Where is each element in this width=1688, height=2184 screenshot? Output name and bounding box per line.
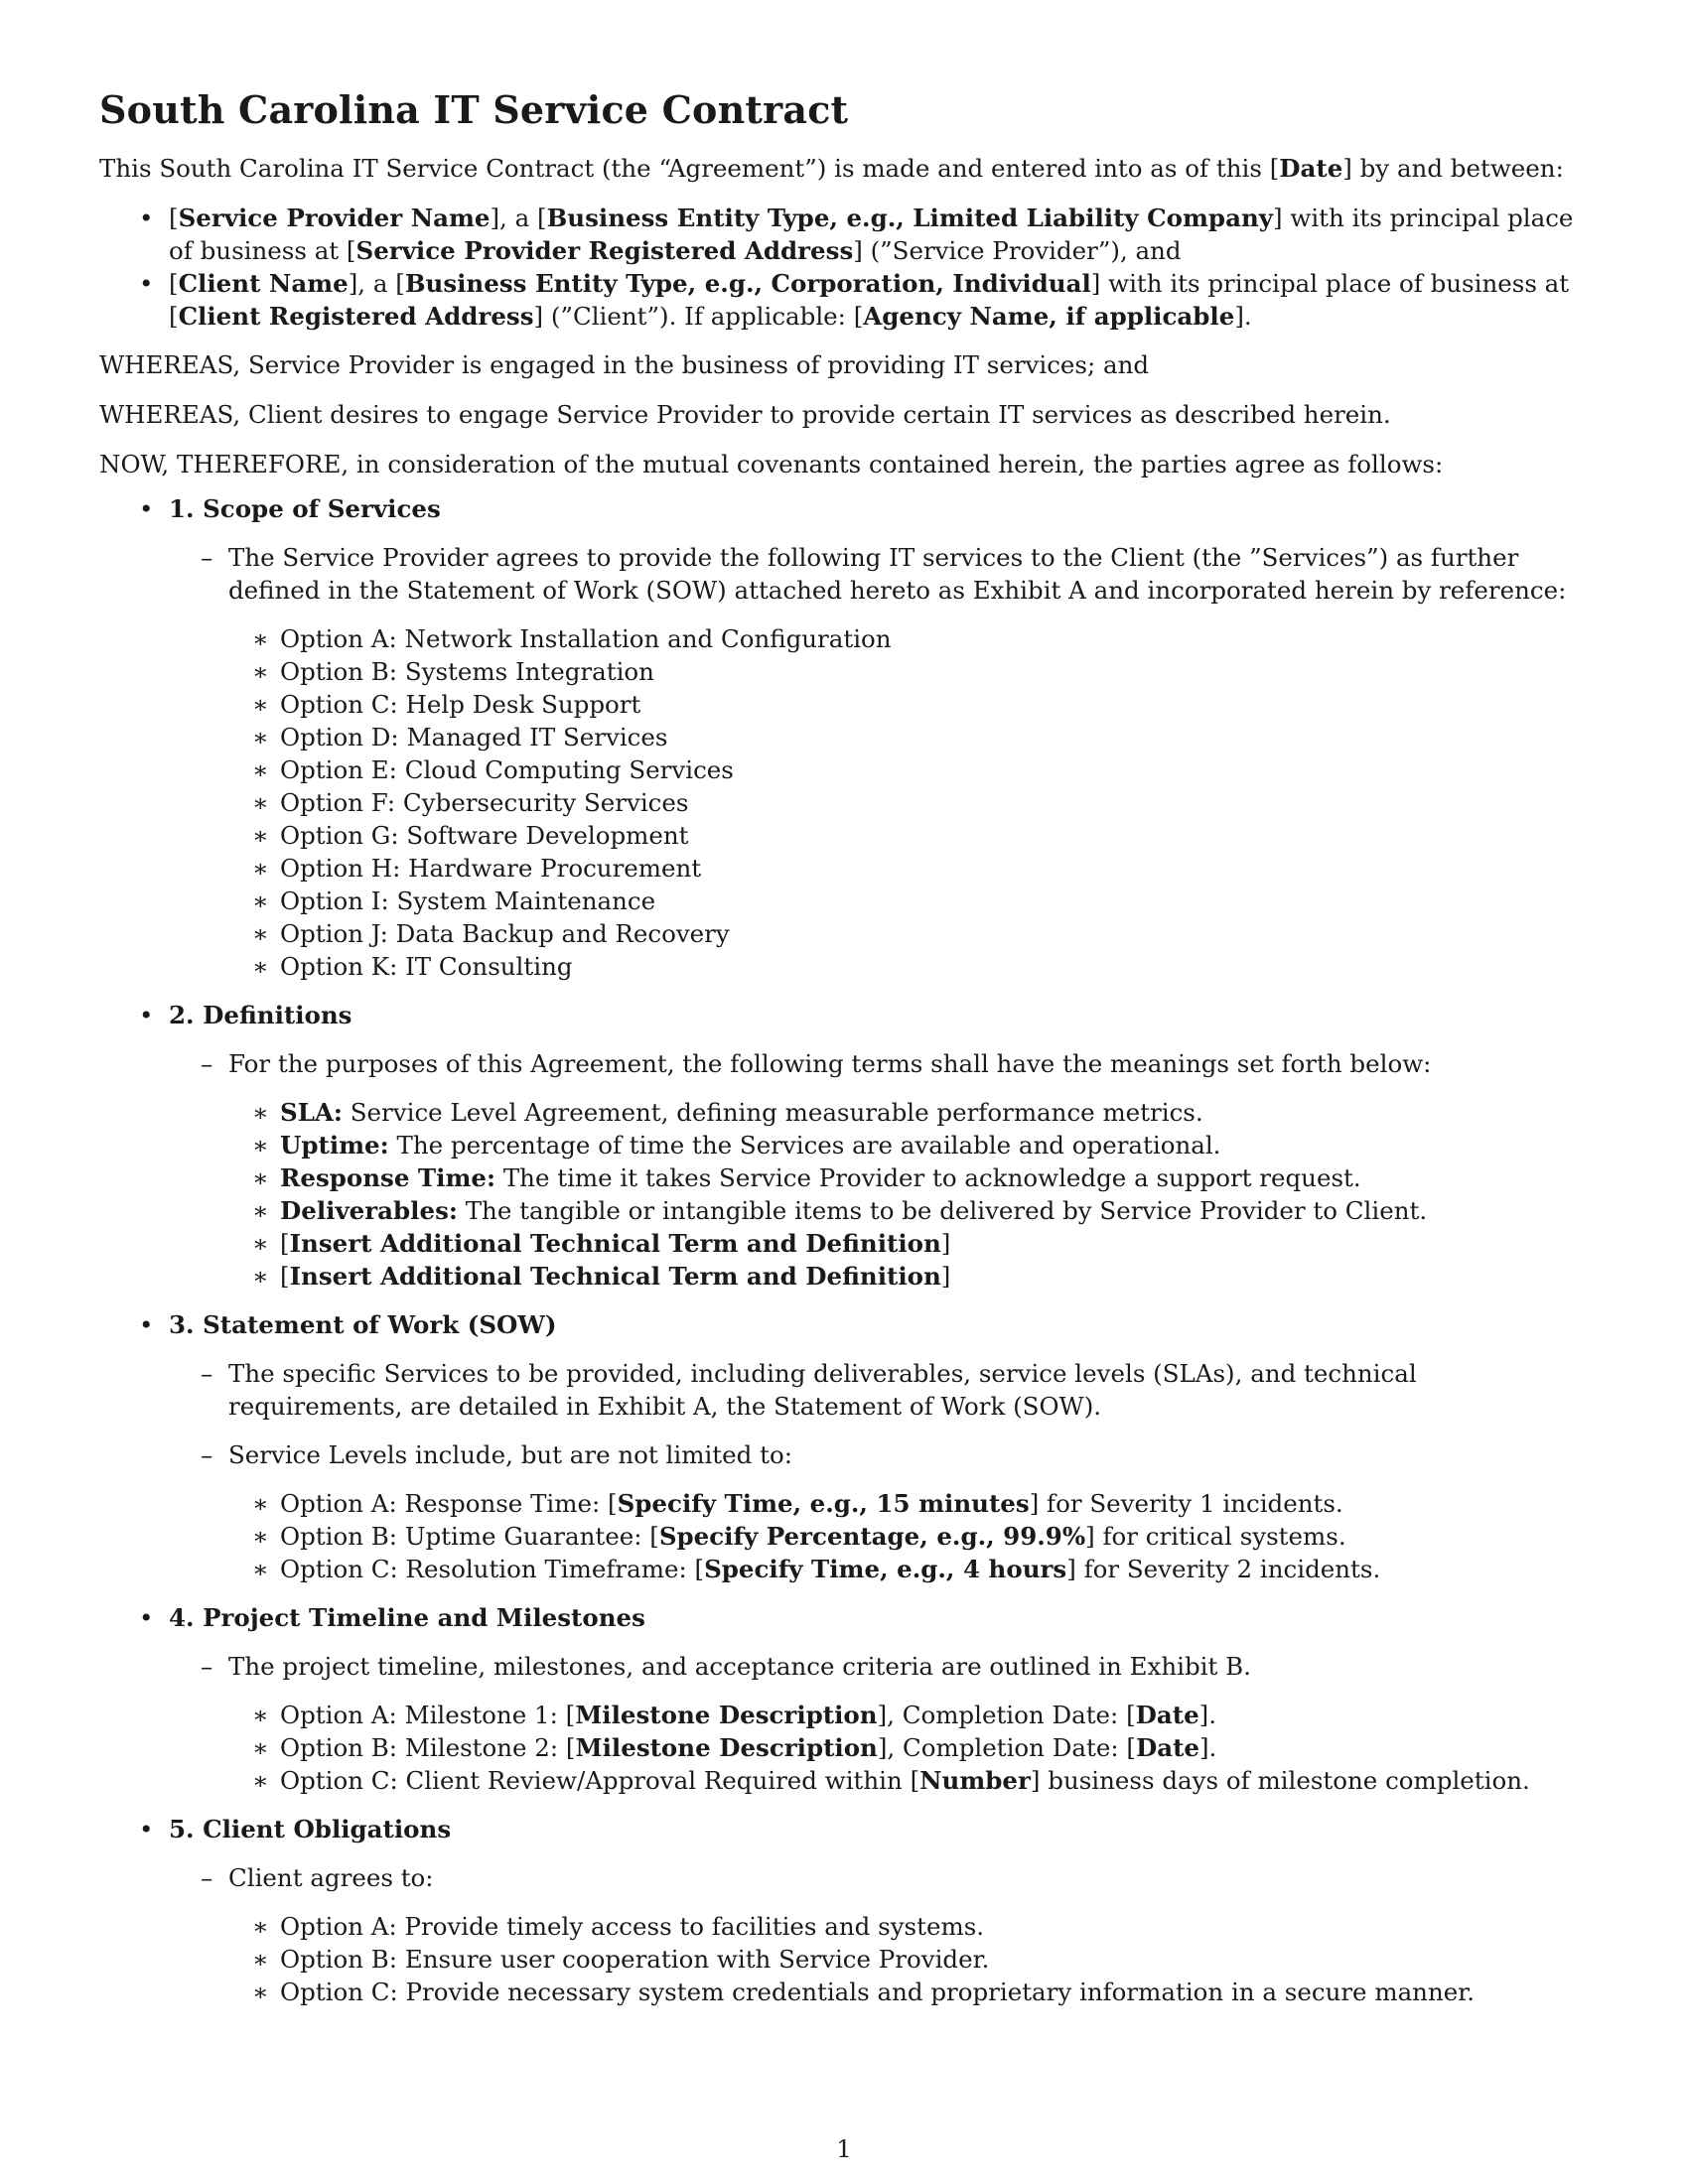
party-service-provider: • [Service Provider Name], a [Business Entity Type, e.g., Limited Liability Company] with its principal place of business at [Service Provider Registered Address] (”Service Provider”), and: [99, 202, 1589, 267]
list-item: ∗ Option B: Uptime Guarantee: [Specify Percentage, e.g., 99.9%] for critical systems.: [169, 1520, 1589, 1553]
whereas-2: WHEREAS, Client desires to engage Service Provider to provide certain IT services as described herein.: [99, 400, 1391, 429]
options-list: [169, 1699, 1589, 1797]
section-title: • 3. Statement of Work (SOW): [169, 1310, 557, 1339]
list-item: ∗ Option A: Milestone 1: [Milestone Description], Completion Date: [Date].: [169, 1699, 1589, 1731]
list-item: ∗ Option B: Ensure user cooperation with Service Provider.: [169, 1943, 1589, 1976]
section-client-obligations: [99, 1813, 1589, 2008]
list-item: ∗ Option B: Systems Integration: [169, 655, 1589, 688]
options-list: [169, 1910, 1589, 2008]
list-item: ∗ Option C: Provide necessary system credentials and proprietary information in a secure manner.: [169, 1976, 1589, 2008]
section-timeline: [99, 1601, 1589, 1797]
list-item: ∗ Option C: Client Review/Approval Required within [Number] business days of milestone completion.: [169, 1764, 1589, 1797]
definition-item: ∗ Uptime: The percentage of time the Services are available and operational.: [169, 1129, 1589, 1161]
list-item: ∗ Option B: Milestone 2: [Milestone Description], Completion Date: [Date].: [169, 1731, 1589, 1764]
list-item: ∗ Option C: Help Desk Support: [169, 688, 1589, 721]
section-subitem: – The specific Services to be provided, including deliverables, service levels (SLAs), and technical requirements, are detailed in Exhibit A, the Statement of Work (SOW).: [169, 1357, 1589, 1423]
list-item: ∗ Option A: Network Installation and Configuration: [169, 622, 1589, 655]
section-definitions: [99, 999, 1589, 1293]
options-list: [169, 1487, 1589, 1585]
list-item: ∗ Option C: Resolution Timeframe: [Specify Time, e.g., 4 hours] for Severity 2 incidents.: [169, 1553, 1589, 1585]
list-item: ∗ Option G: Software Development: [169, 819, 1589, 852]
definition-placeholder: ∗ [Insert Additional Technical Term and Definition]: [169, 1260, 1589, 1293]
section-title: • 4. Project Timeline and Milestones: [169, 1603, 645, 1632]
whereas-1: WHEREAS, Service Provider is engaged in the business of providing IT services; and: [99, 350, 1150, 379]
list-item: ∗ Option J: Data Backup and Recovery: [169, 917, 1589, 950]
section-scope: [99, 492, 1589, 983]
section-subitem: – The project timeline, milestones, and acceptance criteria are outlined in Exhibit B.: [169, 1650, 1589, 1683]
list-item: ∗ Option F: Cybersecurity Services: [169, 786, 1589, 819]
section-subitem: – The Service Provider agrees to provide the following IT services to the Client (the ”Services”) as further defined in the Statement of Work (SOW) attached hereto as Exhibit A and incorporated herein by reference:: [169, 541, 1589, 607]
section-subitem: – Client agrees to:: [169, 1861, 1589, 1894]
page-number: 1: [836, 2134, 852, 2163]
document-title: South Carolina IT Service Contract: [99, 87, 849, 132]
document-page: [99, 87, 1589, 2024]
section-title: • 2. Definitions: [169, 1001, 352, 1029]
section-sow: [99, 1308, 1589, 1585]
list-item: ∗ Option I: System Maintenance: [169, 885, 1589, 917]
list-item: ∗ Option A: Response Time: [Specify Time, e.g., 15 minutes] for Severity 1 incidents.: [169, 1487, 1589, 1520]
sections-list: [99, 492, 1589, 2008]
list-item: ∗ Option K: IT Consulting: [169, 950, 1589, 983]
definition-item: ∗ SLA: Service Level Agreement, defining measurable performance metrics.: [169, 1096, 1589, 1129]
section-subitem: – For the purposes of this Agreement, the following terms shall have the meanings set forth below:: [169, 1047, 1589, 1080]
definition-placeholder: ∗ [Insert Additional Technical Term and Definition]: [169, 1227, 1589, 1260]
parties-list: [99, 202, 1589, 333]
now-therefore: NOW, THEREFORE, in consideration of the mutual covenants contained herein, the parties agree as follows:: [99, 450, 1444, 478]
section-title: • 5. Client Obligations: [169, 1815, 452, 1843]
intro-paragraph: This South Carolina IT Service Contract (the “Agreement”) is made and entered into as of this [Date] by and between:: [99, 154, 1564, 183]
section-subitem: – Service Levels include, but are not limited to:: [169, 1438, 1589, 1471]
list-item: ∗ Option H: Hardware Procurement: [169, 852, 1589, 885]
list-item: ∗ Option A: Provide timely access to facilities and systems.: [169, 1910, 1589, 1943]
definition-item: ∗ Deliverables: The tangible or intangible items to be delivered by Service Provider to Client.: [169, 1194, 1589, 1227]
definition-item: ∗ Response Time: The time it takes Service Provider to acknowledge a support request.: [169, 1161, 1589, 1194]
definitions-list: [169, 1096, 1589, 1293]
party-client: • [Client Name], a [Business Entity Type, e.g., Corporation, Individual] with its principal place of business at [Client Registered Address] (”Client”). If applicable: [Agency Name, if applicable].: [99, 267, 1589, 333]
list-item: ∗ Option D: Managed IT Services: [169, 721, 1589, 753]
list-item: ∗ Option E: Cloud Computing Services: [169, 753, 1589, 786]
section-title: • 1. Scope of Services: [169, 494, 441, 523]
options-list: [169, 622, 1589, 983]
